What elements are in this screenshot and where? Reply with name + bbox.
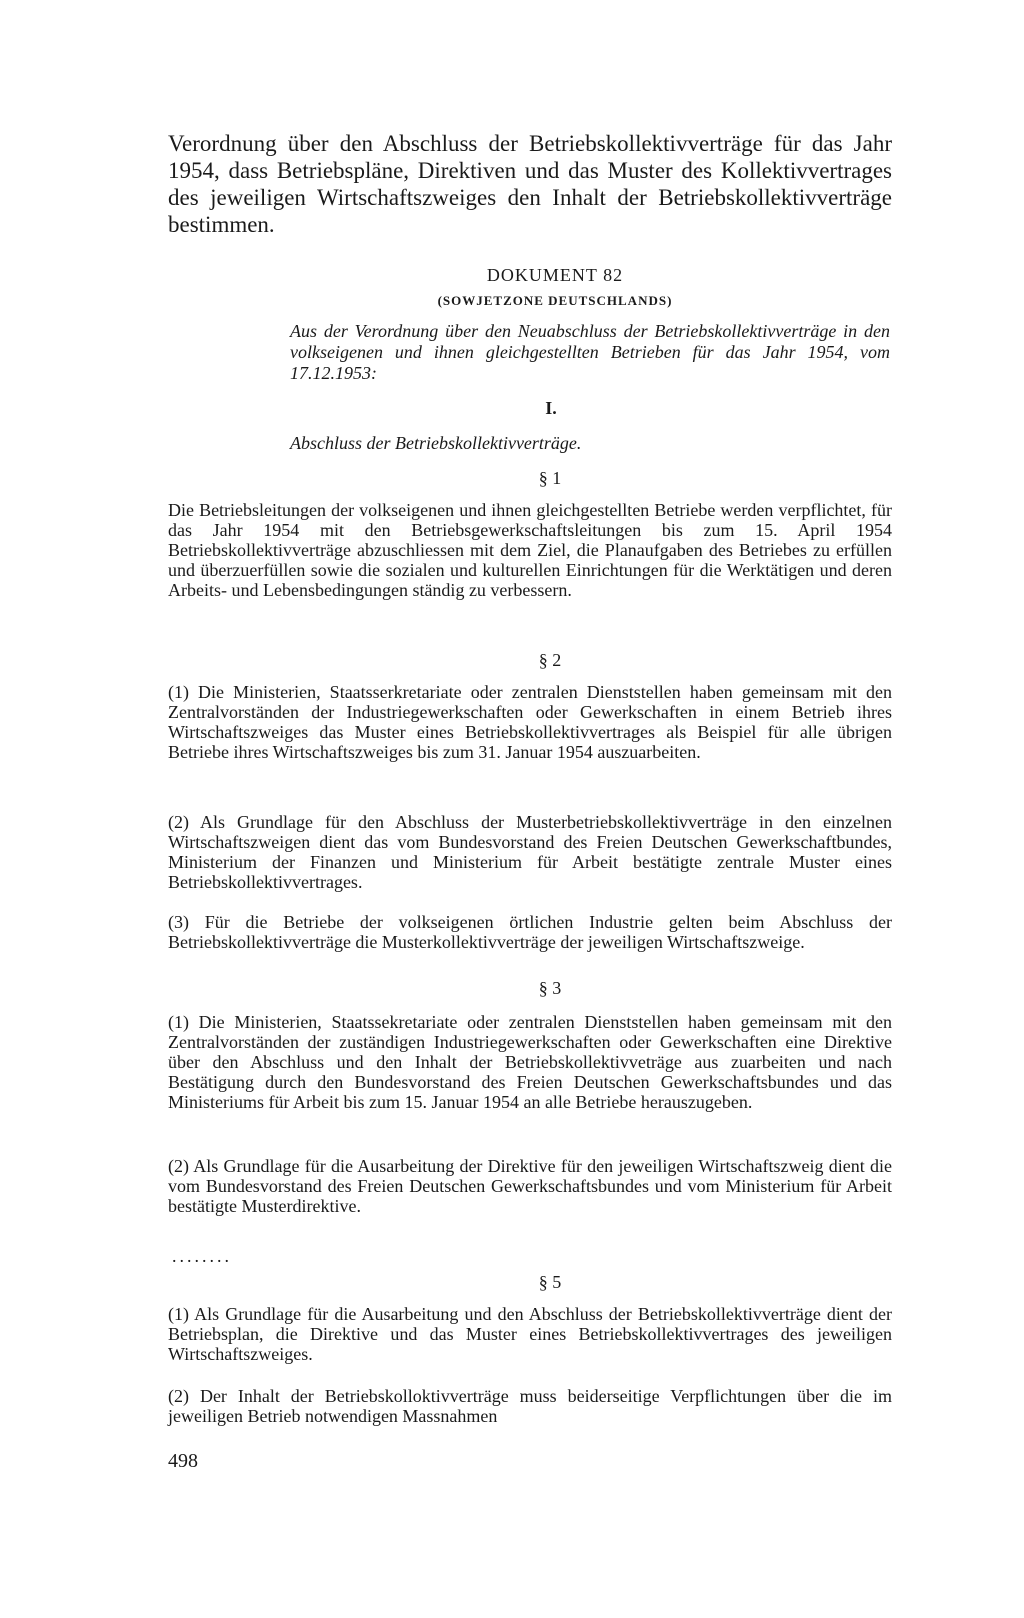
section-paragraph: (3) Für die Betriebe der volkseigenen örtlichen Industrie gelten beim Abschluss der Betriebskollektivverträge die Musterkollektivverträge der jeweiligen Wirtschaftszweige. bbox=[168, 912, 892, 952]
section-paragraph: (1) Die Ministerien, Staatsserkretariate oder zentralen Dienststellen haben gemeinsam mit den Zentralvorständen der Industriegewerkschaften oder Gewerkschaften in einem Betrieb ihres Wirtschaftszweiges das Muster eines Betriebskollektivvertrages als Beispiel für alle übrigen Betriebe ihres Wirtschaftszweiges bis zum 31. Januar 1954 auszuarbeiten. bbox=[168, 682, 892, 762]
part-numeral: I. bbox=[545, 398, 557, 418]
section-mark: § 2 bbox=[538, 650, 562, 670]
page-number: 498 bbox=[168, 1450, 198, 1472]
section-mark: § 3 bbox=[538, 978, 562, 998]
source-citation: Aus der Verordnung über den Neuabschluss der Betriebskollektivverträge in den volkseigenen und ihnen gleichgestellten Betrieben für das Jahr 1954, vom 17.12.1953: bbox=[290, 321, 890, 383]
section-paragraph: (2) Der Inhalt der Betriebskolloktivverträge muss beiderseitige Verpflichtungen über die im jeweiligen Betrieb notwendigen Massnahmen bbox=[168, 1386, 892, 1426]
section-mark: § 5 bbox=[538, 1272, 562, 1292]
omission-ellipsis: ........ bbox=[172, 1246, 232, 1266]
section-paragraph: (1) Als Grundlage für die Ausarbeitung und den Abschluss der Betriebskollektivverträge dient der Betriebsplan, die Direktive und das Muster eines Betriebskollektivvertrages des jeweiligen Wirtschaftszweiges. bbox=[168, 1304, 892, 1364]
section-paragraph: (2) Als Grundlage für die Ausarbeitung der Direktive für den jeweiligen Wirtschaftszweig dient die vom Bundesvorstand des Freien Deutschen Gewerkschaftsbundes und vom Ministerium für Arbeit bestätigte Musterdirektive. bbox=[168, 1156, 892, 1216]
section-paragraph: Die Betriebsleitungen der volkseigenen und ihnen gleichgestellten Betriebe werden verpflichtet, für das Jahr 1954 mit den Betriebsgewerkschaftsleitungen bis zum 15. April 1954 Betriebskollektivverträge abzuschliessen mit dem Ziel, die Planaufgaben des Betriebes zu erfüllen und überzuerfüllen sowie die sozialen und kulturellen Einrichtungen für die Werktätigen und deren Arbeits- und Lebensbedingungen ständig zu verbessern. bbox=[168, 500, 892, 600]
section-mark: § 1 bbox=[538, 468, 562, 488]
section-paragraph: (1) Die Ministerien, Staatssekretariate oder zentralen Dienststellen haben gemeinsam mit den Zentralvorständen der zuständigen Industriegewerkschaften oder Gewerkschaften eine Direktive über den Abschluss und den Inhalt der Betriebskollektivveträge aus zuarbeiten und nach Bestätigung durch den Bundesvorstand des Freien Deutschen Gewerkschaftsbundes und das Ministeriums für Arbeit bis zum 15. Januar 1954 an alle Betriebe herauszugeben. bbox=[168, 1012, 892, 1112]
document-title: DOKUMENT 82 bbox=[486, 265, 624, 285]
part-title: Abschluss der Betriebskollektivverträge. bbox=[290, 433, 582, 453]
intro-paragraph: Verordnung über den Abschluss der Betriebskollektivverträge für das Jahr 1954, dass Betriebspläne, Direktiven und das Muster des Kollektivvertrages des jeweiligen Wirtschaftszweiges den Inhalt der Betriebskollektivverträge bestimmen. bbox=[168, 131, 892, 237]
document-subtitle: (SOWJETZONE DEUTSCHLANDS) bbox=[437, 293, 673, 308]
section-paragraph: (2) Als Grundlage für den Abschluss der Musterbetriebskollektivverträge in den einzelnen Wirtschaftszweigen dient das vom Bundesvorstand des Freien Deutschen Gewerkschaftbundes, Ministerium der Finanzen und Ministerium für Arbeit bestätigte zentrale Muster eines Betriebskollektivvertrages. bbox=[168, 812, 892, 892]
